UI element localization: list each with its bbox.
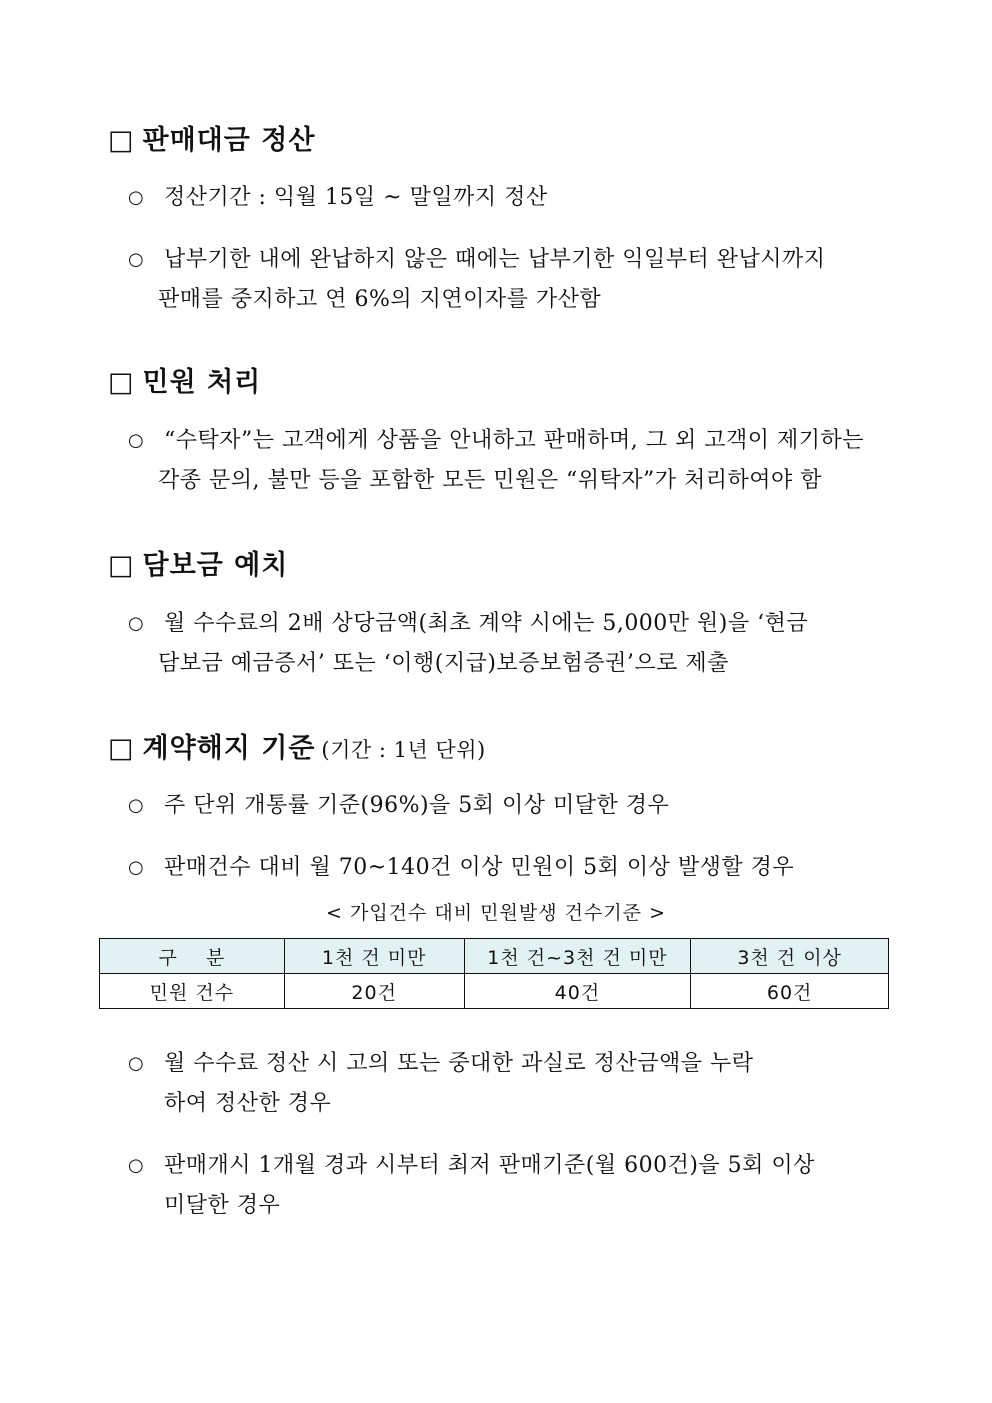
table-header-row [100,939,889,974]
section-title: 판매대금 정산 [142,125,316,156]
section-title: 계약해지 기준 [142,733,316,764]
list-item [128,848,902,888]
table-header-cell: 구 분 [100,939,285,974]
section-title: 민원 처리 [142,367,262,398]
circle-bullet-icon: ○ [128,1053,145,1074]
item-text-line: 월 수수료의 2배 상당금액(최초 계약 시에는 5,000만 원)을 ‘현금 [164,611,809,636]
section-heading-termination [108,726,486,765]
item-text-line: 납부기한 내에 완납하지 않은 때에는 납부기한 익일부터 완납시까지 [164,247,826,272]
complaint-criteria-table [99,938,889,1009]
section-heading-settlement [108,118,315,157]
list-item [128,1146,902,1226]
section-subtitle: (기간 : 1년 단위) [321,738,486,762]
square-icon: □ [108,125,135,156]
table-header-cell: 3천 건 이상 [691,939,889,974]
circle-bullet-icon: ○ [128,249,145,270]
item-text-line: 판매개시 1개월 경과 시부터 최저 판매기준(월 600건)을 5회 이상 [164,1153,815,1178]
item-text-line: 담보금 예금증서’ 또는 ‘이행(지급)보증보험증권’으로 제출 [158,651,729,676]
table-cell: 20건 [284,974,464,1009]
list-item [128,604,902,684]
item-text-line: 판매를 중지하고 연 6%의 지연이자를 가산함 [158,287,602,312]
table-cell: 40건 [464,974,691,1009]
circle-bullet-icon: ○ [128,857,145,878]
circle-bullet-icon: ○ [128,795,145,816]
square-icon: □ [108,367,135,398]
list-item [128,1044,902,1124]
table-caption: < 가입건수 대비 민원발생 건수기준 > [326,902,666,924]
circle-bullet-icon: ○ [128,1155,145,1176]
table-cell: 60건 [691,974,889,1009]
table-header-cell: 1천 건 미만 [284,939,464,974]
section-heading-deposit [108,543,288,582]
square-icon: □ [108,733,135,764]
item-text-line: 미달한 경우 [164,1193,281,1218]
section-heading-complaints [108,360,261,399]
list-item [128,178,902,218]
square-icon: □ [108,550,135,581]
circle-bullet-icon: ○ [128,430,145,451]
item-text-line: 월 수수료 정산 시 고의 또는 중대한 과실로 정산금액을 누락 [164,1051,754,1076]
item-text-line: 판매건수 대비 월 70~140건 이상 민원이 5회 이상 발생할 경우 [164,855,795,880]
item-text-line: 주 단위 개통률 기준(96%)을 5회 이상 미달한 경우 [164,793,670,818]
list-item [128,786,902,826]
item-text-line: 하여 정산한 경우 [164,1091,332,1116]
section-title: 담보금 예치 [142,550,289,581]
table-row [100,974,889,1009]
circle-bullet-icon: ○ [128,187,145,208]
circle-bullet-icon: ○ [128,613,145,634]
list-item [128,421,902,501]
item-text-line: 정산기간 : 익월 15일 ~ 말일까지 정산 [164,185,548,210]
table-cell: 민원 건수 [100,974,285,1009]
item-text-line: 각종 문의, 불만 등을 포함한 모든 민원은 “위탁자”가 처리하여야 함 [158,468,822,493]
list-item [128,240,902,320]
item-text-line: “수탁자”는 고객에게 상품을 안내하고 판매하며, 그 외 고객이 제기하는 [164,428,864,453]
table-header-cell: 1천 건~3천 건 미만 [464,939,691,974]
